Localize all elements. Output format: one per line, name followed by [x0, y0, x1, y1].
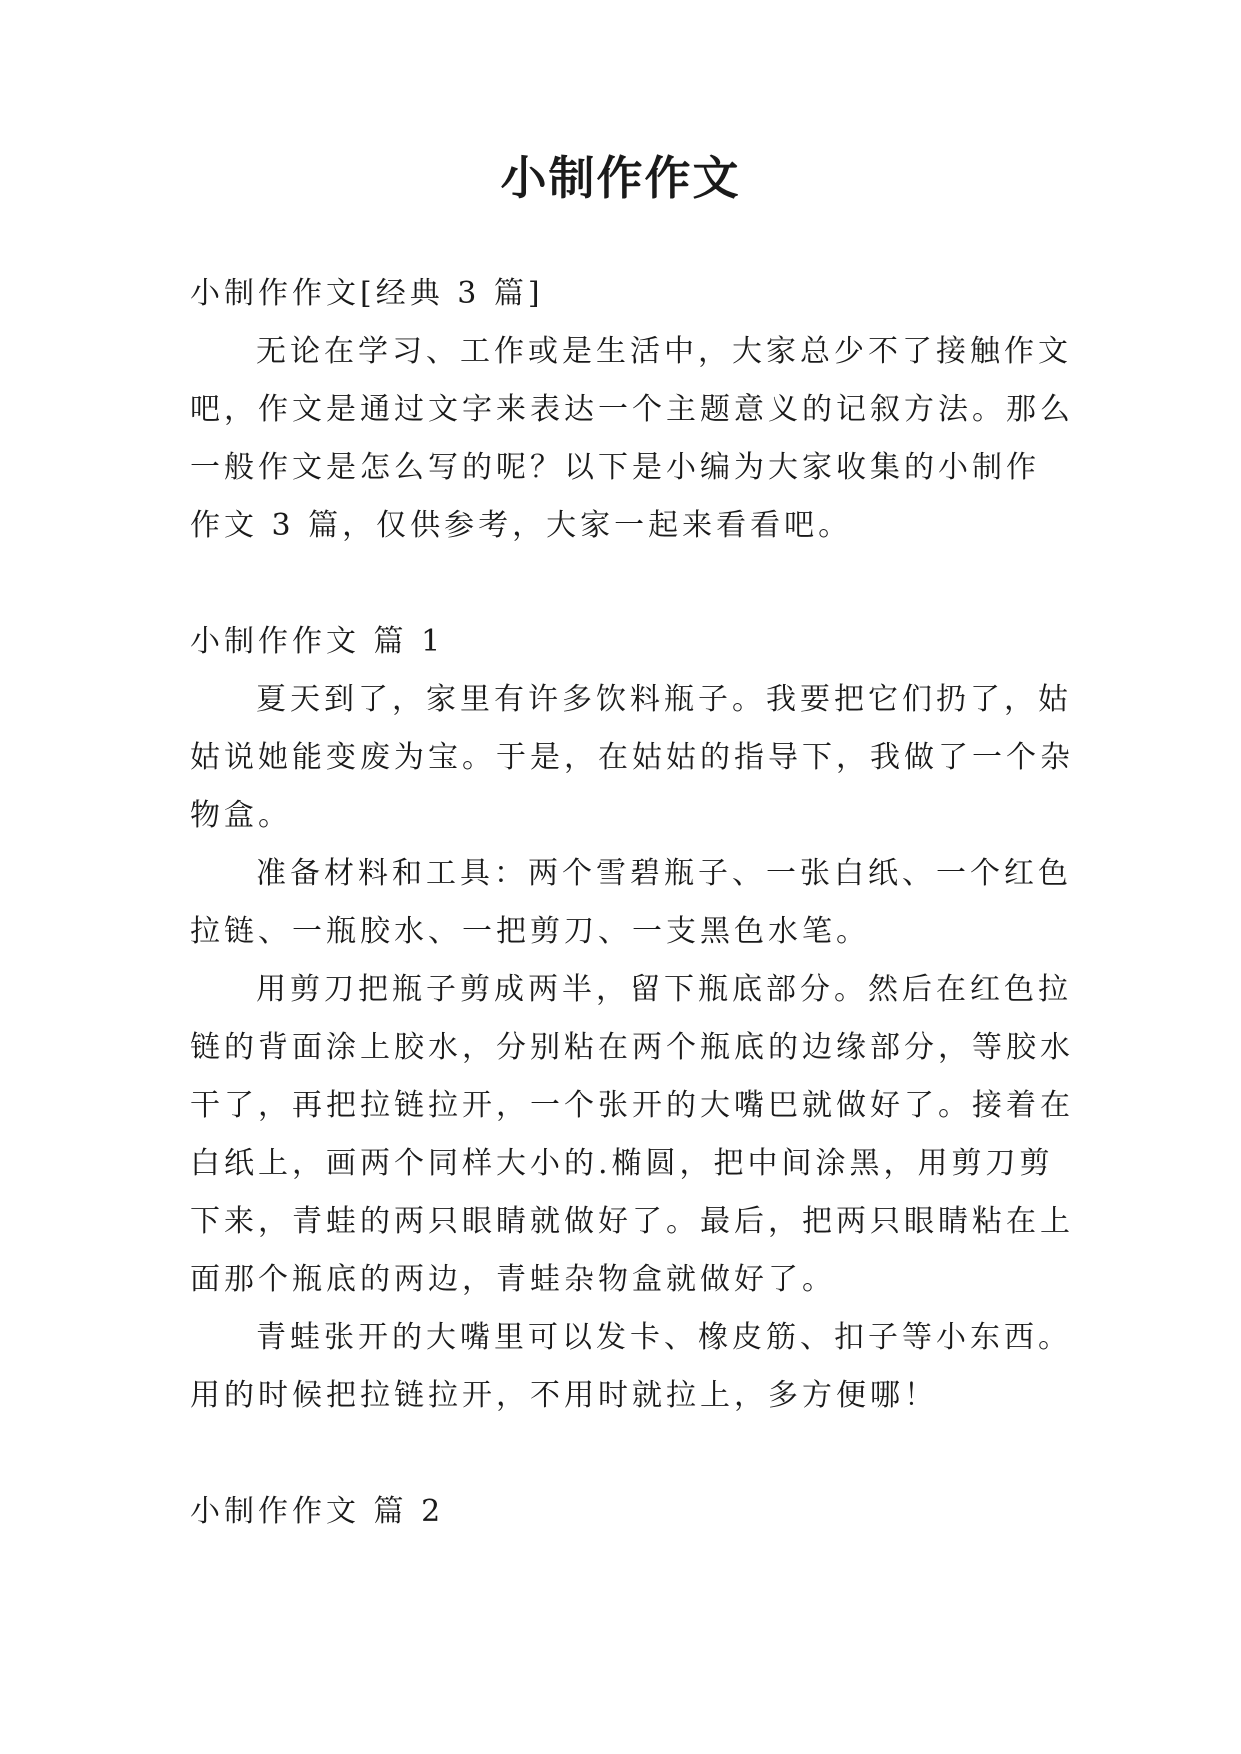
paragraph-line: 用剪刀把瓶子剪成两半，留下瓶底部分。然后在红色拉	[256, 972, 1072, 1007]
paragraph-line: 无论在学习、工作或是生活中，大家总少不了接触作文	[256, 334, 1072, 369]
document-title: 小制作作文	[500, 151, 741, 205]
paragraph-line: 准备材料和工具：两个雪碧瓶子、一张白纸、一个红色	[256, 856, 1072, 891]
paragraph-line: 青蛙张开的大嘴里可以发卡、橡皮筋、扣子等小东西。	[256, 1320, 1072, 1355]
paragraph-line: 作文 3 篇，仅供参考，大家一起来看看吧。	[190, 508, 853, 543]
section-heading-1: 小制作作文 篇 1	[190, 624, 445, 659]
section-spacer	[190, 1425, 1050, 1483]
section-heading-2: 小制作作文 篇 2	[190, 1494, 445, 1529]
paragraph-line: 链的背面涂上胶水，分别粘在两个瓶底的边缘部分，等胶水	[190, 1030, 1074, 1065]
section1-paragraph-1	[190, 671, 1074, 845]
section1-paragraph-2	[190, 845, 1072, 961]
paragraph-line: 物盒。	[190, 798, 292, 833]
paragraph-line: 白纸上，画两个同样大小的.椭圆，把中间涂黑，用剪刀剪	[190, 1146, 1054, 1181]
paragraph-line: 一般作文是怎么写的呢？以下是小编为大家收集的小制作	[190, 450, 1040, 485]
document-subtitle: 小制作作文[经典 3 篇]	[190, 276, 544, 311]
paragraph-line: 用的时候把拉链拉开，不用时就拉上，多方便哪！	[190, 1378, 938, 1413]
paragraph-line: 干了，再把拉链拉开，一个张开的大嘴巴就做好了。接着在	[190, 1088, 1074, 1123]
paragraph-line: 下来，青蛙的两只眼睛就做好了。最后，把两只眼睛粘在上	[190, 1204, 1074, 1239]
paragraph-line: 吧，作文是通过文字来表达一个主题意义的记叙方法。那么	[190, 392, 1074, 427]
paragraph-line: 拉链、一瓶胶水、一把剪刀、一支黑色水笔。	[190, 914, 870, 949]
paragraph-line: 面那个瓶底的两边，青蛙杂物盒就做好了。	[190, 1262, 836, 1297]
section1-paragraph-3	[190, 961, 1074, 1309]
paragraph-line: 姑说她能变废为宝。于是，在姑姑的指导下，我做了一个杂	[190, 740, 1074, 775]
section-spacer	[190, 555, 1050, 613]
paragraph-line: 夏天到了，家里有许多饮料瓶子。我要把它们扔了，姑	[256, 682, 1072, 717]
document-body	[190, 265, 1074, 1541]
section1-paragraph-4	[190, 1309, 1072, 1425]
intro-paragraph	[190, 323, 1074, 555]
